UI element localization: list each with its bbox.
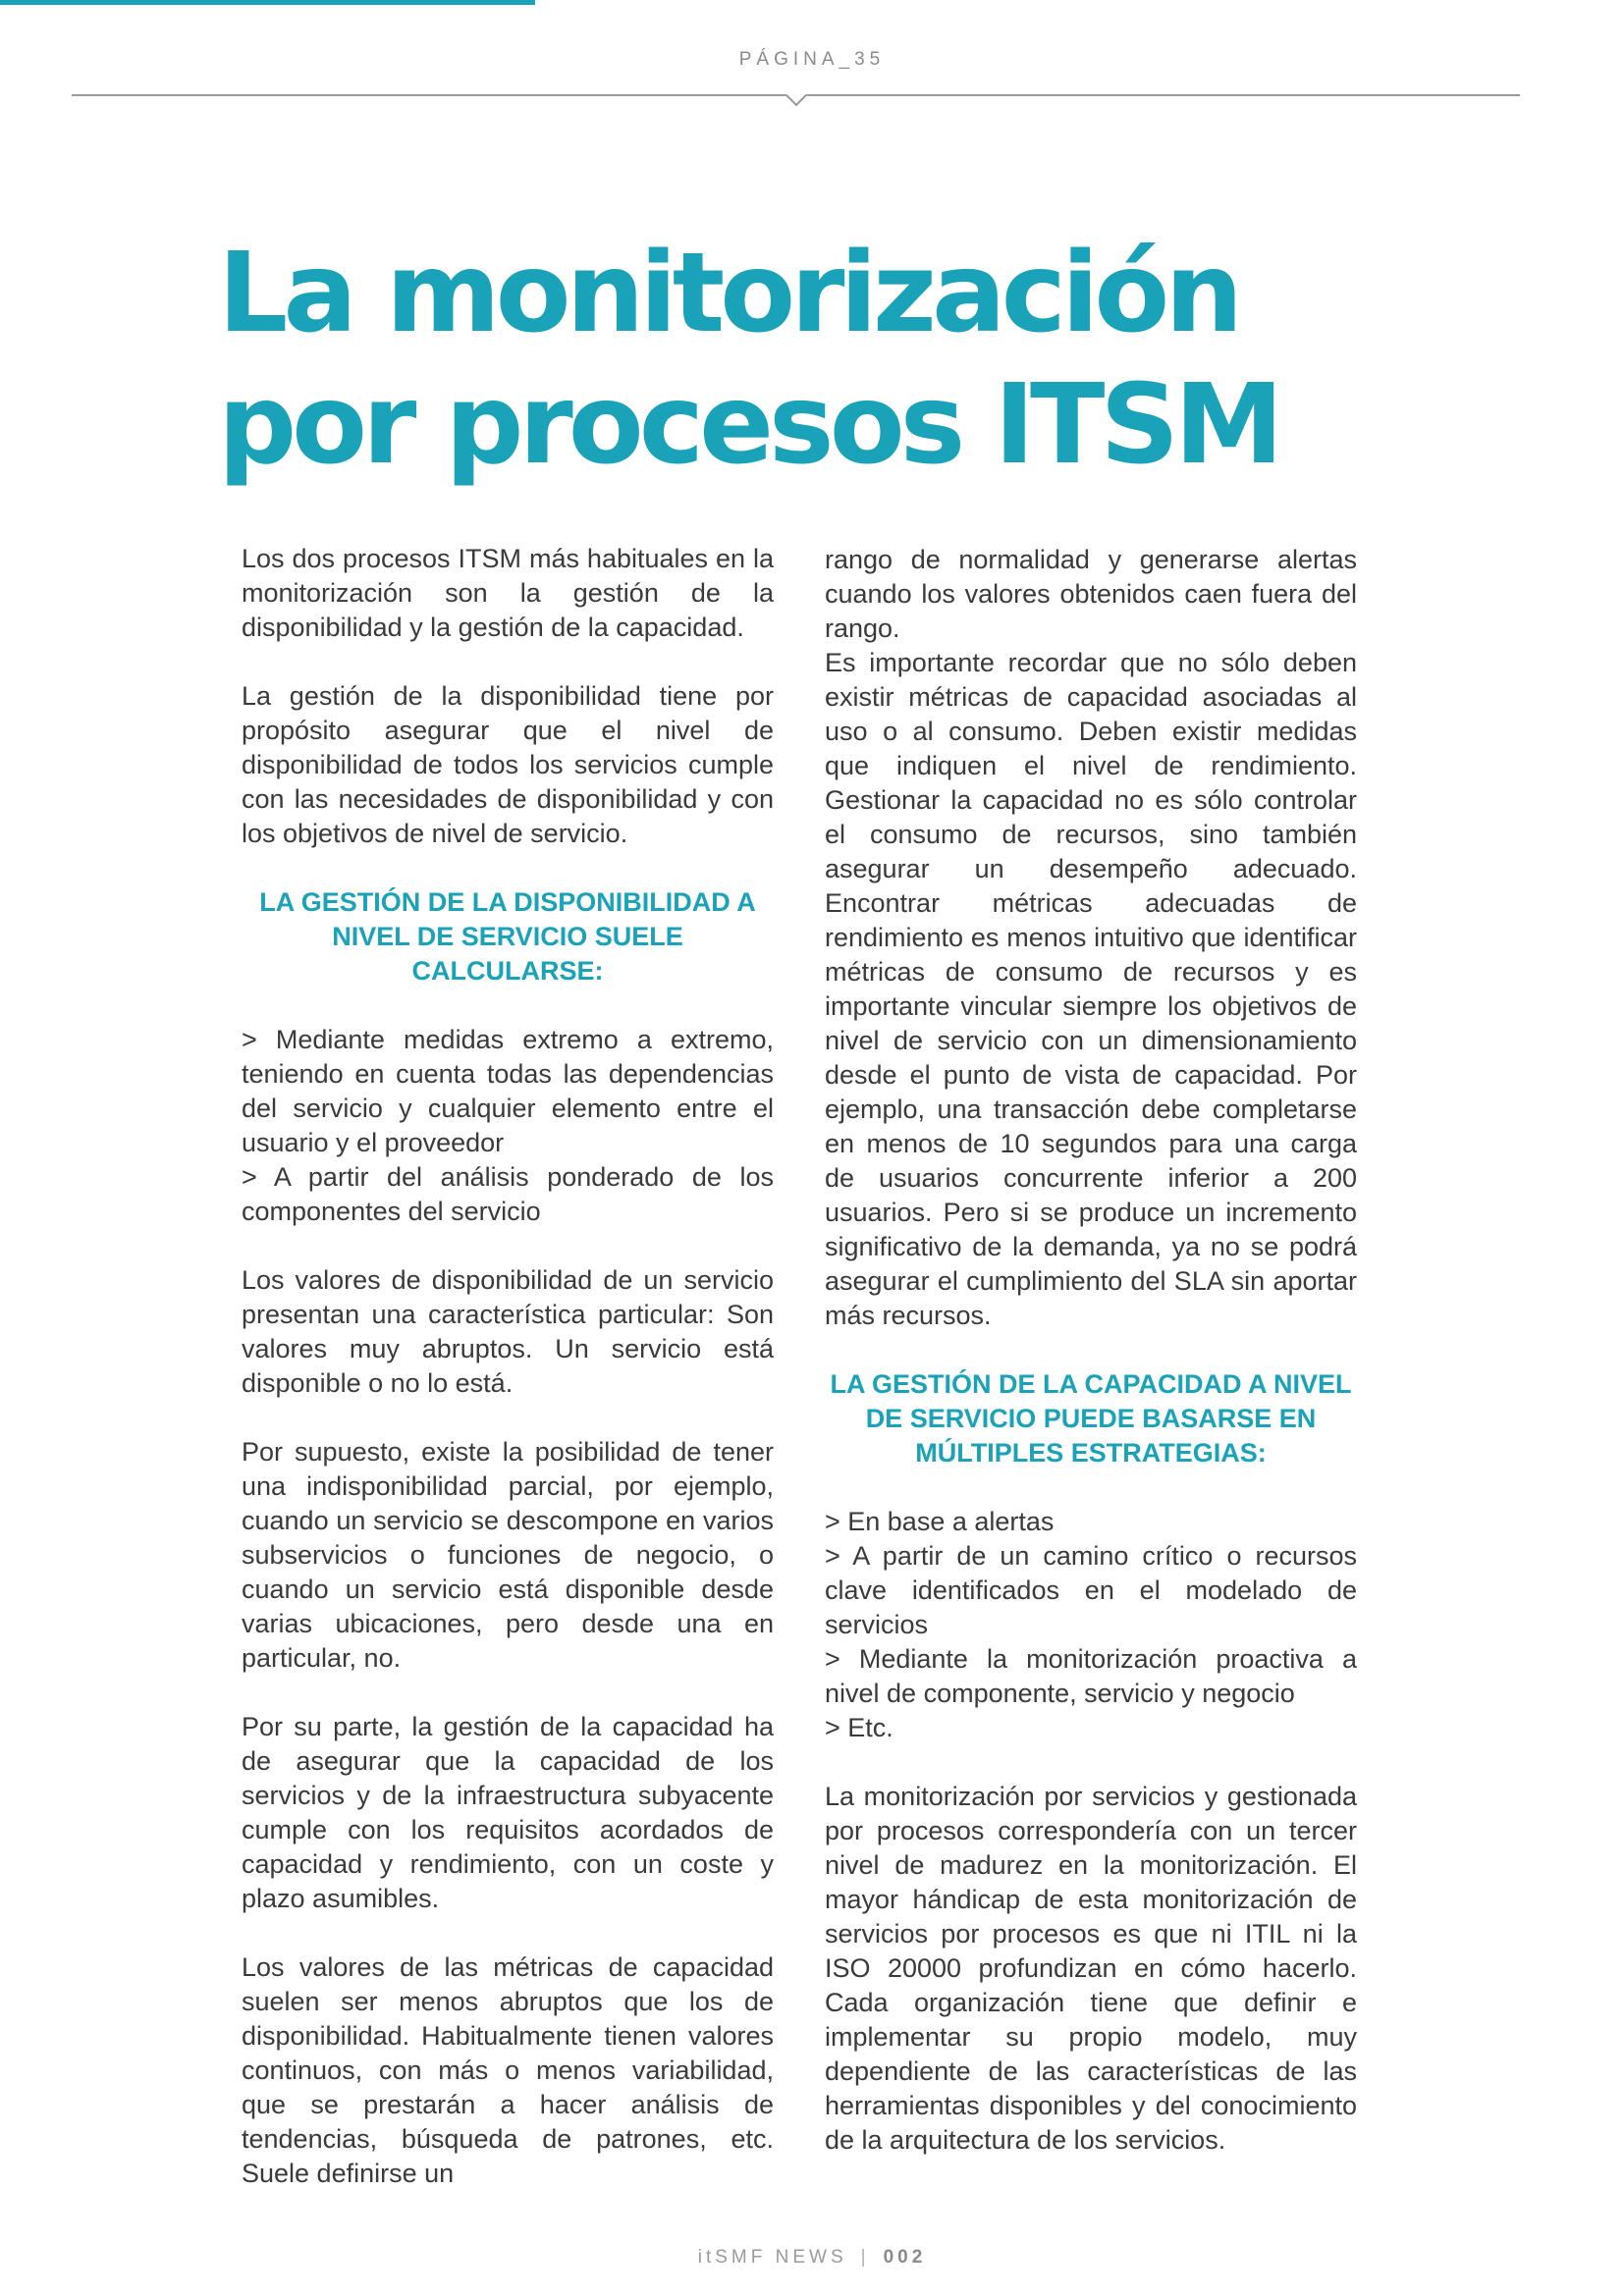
capacity-strategies-list [825,1505,1357,1745]
list-item: > Mediante medidas extremo a extremo, teniendo en cuenta todas las dependencias del servicio y cualquier elemento entre el usuario y el proveedor [242,1025,774,1157]
paragraph: Los dos procesos ITSM más habituales en la monitorización son la gestión de la disponibilidad y la gestión de la capacidad. [242,544,774,642]
section-heading-availability: LA GESTIÓN DE LA DISPONIBILIDAD A NIVEL DE SERVICIO SUELE CALCULARSE: [259,887,756,986]
list-item: > A partir de un camino crítico o recursos clave identificados en el modelado de servicios [825,1541,1357,1639]
article-title-line-1: La monitorización [218,230,1239,357]
list-item: > Mediante la monitorización proactiva a nivel de componente, servicio y negocio [825,1644,1357,1708]
page-footer [0,2247,1624,2269]
list-item: > En base a alertas [825,1507,1055,1536]
paragraph: Los valores de disponibilidad de un servicio presentan una característica particular: Son valores muy abruptos. Un servicio está disponible o no lo está. [242,1265,774,1398]
article-title [218,228,1435,491]
paragraph: Los valores de las métricas de capacidad suelen ser menos abruptos que los de disponibilidad. Habitualmente tienen valores continuos, con más o menos variabilidad, que se prestarán a hacer análisis de tendencias, búsqueda de patrones, etc. Suele definirse un [242,1952,774,2188]
availability-list [242,1023,774,1229]
article-title-line-2: por procesos ITSM [218,361,1279,489]
paragraph: La gestión de la disponibilidad tiene por propósito asegurar que el nivel de disponibilidad de todos los servicios cumple con las necesidades de disponibilidad y con los objetivos de nivel de servicio. [242,681,774,848]
page-label: PÁGINA_35 [738,49,886,70]
paragraph: La monitorización por servicios y gestionada por procesos correspondería con un tercer nivel de madurez en la monitorización. El mayor hándicap de esta monitorización de servicios por procesos es que ni ITIL ni la ISO 20000 profundizan en cómo hacerlo. Cada organización tiene que definir e implementar su propio modelo, muy dependiente de las características de las herramientas disponibles y del conocimiento de la arquitectura de los servicios. [825,1782,1357,2155]
publication-name: itSMF NEWS [697,2247,847,2268]
top-accent-bar [0,0,535,5]
list-item: > Etc. [825,1713,893,1742]
right-column [825,543,1357,2158]
paragraph: Por su parte, la gestión de la capacidad ha de asegurar que la capacidad de los servicios y de la infraestructura subyacente cumple con los requisitos acordados de capacidad y rendimiento, con un coste y plazo asumibles. [242,1712,774,1913]
list-item: > A partir del análisis ponderado de los componentes del servicio [242,1162,774,1226]
left-column [242,542,774,2191]
page-number: 002 [883,2247,927,2268]
paragraph: rango de normalidad y generarse alertas cuando los valores obtenidos caen fuera del rango. [825,545,1357,643]
header-notch-chevron-icon [785,84,808,107]
section-heading-capacity: LA GESTIÓN DE LA CAPACIDAD A NIVEL DE SERVICIO PUEDE BASARSE EN MÚLTIPLES ESTRATEGIAS: [830,1369,1352,1468]
footer-separator: | [860,2247,870,2268]
paragraph: Por supuesto, existe la posibilidad de tener una indisponibilidad parcial, por ejemplo, cuando un servicio se descompone en varios subservicios o funciones de negocio, o cuando un servicio está disponible desde varias ubicaciones, pero desde una en particular, no. [242,1437,774,1673]
paragraph: Es importante recordar que no sólo deben existir métricas de capacidad asociadas al uso o al consumo. Deben existir medidas que indiquen el nivel de rendimiento. Gestionar la capacidad no es sólo controlar el consumo de recursos, sino también asegurar un desempeño adecuado. Encontrar métricas adecuadas de rendimiento es menos intuitivo que identificar métricas de consumo de recursos y es importante vincular siempre los objetivos de nivel de servicio con un dimensionamiento desde el punto de vista de capacidad. Por ejemplo, una transacción debe completarse en menos de 10 segundos para una carga de usuarios concurrente inferior a 200 usuarios. Pero si se produce un incremento significativo de la demanda, ya no se podrá asegurar el cumplimiento del SLA sin aportar más recursos. [825,648,1357,1330]
